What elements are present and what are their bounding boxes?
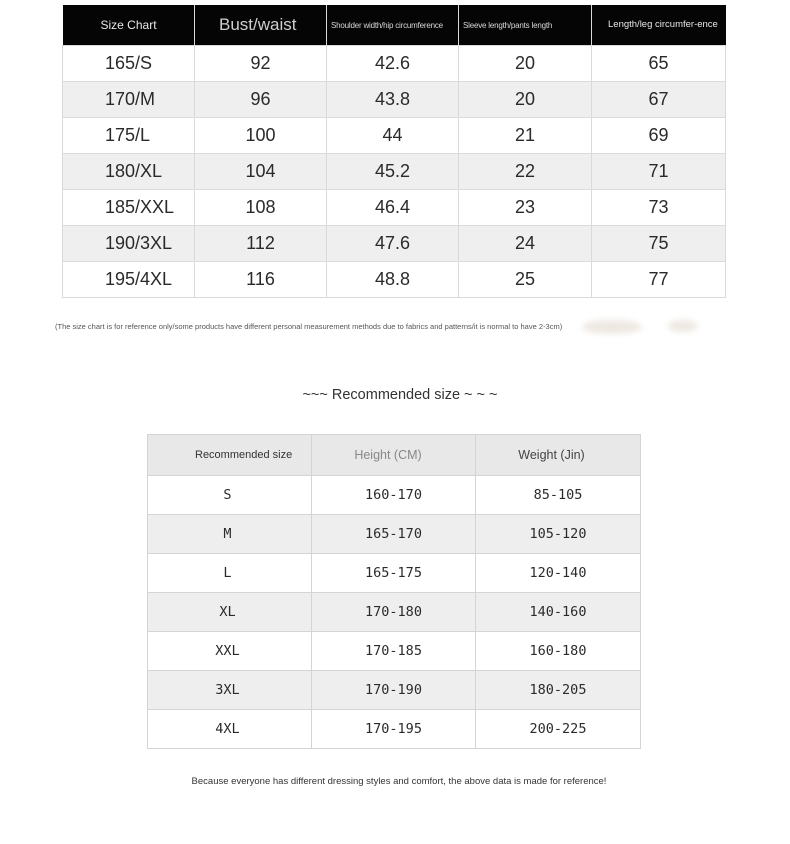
size-cell: 175/L bbox=[63, 118, 195, 154]
size-chart-header-row bbox=[63, 5, 726, 46]
sleeve-cell: 24 bbox=[459, 226, 592, 262]
table-row bbox=[148, 515, 641, 554]
length-cell: 67 bbox=[592, 82, 726, 118]
shoulder-cell: 45.2 bbox=[327, 154, 459, 190]
length-cell: 75 bbox=[592, 226, 726, 262]
weight-cell: 140-160 bbox=[476, 593, 641, 632]
size-cell: 170/M bbox=[63, 82, 195, 118]
height-cell: 170-195 bbox=[312, 710, 476, 749]
sleeve-cell: 22 bbox=[459, 154, 592, 190]
bust-cell: 92 bbox=[195, 46, 327, 82]
header-height: Height (CM) bbox=[312, 435, 476, 476]
size-cell: S bbox=[148, 476, 312, 515]
weight-cell: 120-140 bbox=[476, 554, 641, 593]
bust-cell: 108 bbox=[195, 190, 327, 226]
reference-disclaimer: Because everyone has different dressing styles and comfort, the above data is made for reference! bbox=[191, 776, 607, 787]
bust-cell: 104 bbox=[195, 154, 327, 190]
header-size-chart: Size Chart bbox=[63, 5, 195, 46]
size-cell: 4XL bbox=[148, 710, 312, 749]
bust-cell: 96 bbox=[195, 82, 327, 118]
table-row bbox=[63, 82, 726, 118]
table-row bbox=[148, 554, 641, 593]
sleeve-cell: 20 bbox=[459, 46, 592, 82]
sleeve-cell: 23 bbox=[459, 190, 592, 226]
weight-cell: 160-180 bbox=[476, 632, 641, 671]
sleeve-cell: 21 bbox=[459, 118, 592, 154]
length-cell: 77 bbox=[592, 262, 726, 298]
size-cell: 185/XXL bbox=[63, 190, 195, 226]
height-cell: 165-175 bbox=[312, 554, 476, 593]
length-cell: 73 bbox=[592, 190, 726, 226]
length-cell: 65 bbox=[592, 46, 726, 82]
length-cell: 69 bbox=[592, 118, 726, 154]
sleeve-cell: 20 bbox=[459, 82, 592, 118]
size-cell: XXL bbox=[148, 632, 312, 671]
size-cell: 180/XL bbox=[63, 154, 195, 190]
size-cell: 3XL bbox=[148, 671, 312, 710]
recommended-size-title: ~~~ Recommended size ~ ~ ~ bbox=[302, 387, 498, 403]
height-cell: 170-180 bbox=[312, 593, 476, 632]
shoulder-cell: 46.4 bbox=[327, 190, 459, 226]
length-cell: 71 bbox=[592, 154, 726, 190]
height-cell: 170-185 bbox=[312, 632, 476, 671]
faded-mark bbox=[582, 320, 642, 334]
faded-mark bbox=[668, 320, 698, 332]
weight-cell: 200-225 bbox=[476, 710, 641, 749]
bust-cell: 116 bbox=[195, 262, 327, 298]
table-row bbox=[63, 190, 726, 226]
table-row bbox=[148, 632, 641, 671]
sleeve-cell: 25 bbox=[459, 262, 592, 298]
table-row bbox=[63, 118, 726, 154]
header-weight: Weight (Jin) bbox=[476, 435, 641, 476]
recommended-header-row bbox=[148, 435, 641, 476]
height-cell: 170-190 bbox=[312, 671, 476, 710]
table-row bbox=[148, 476, 641, 515]
size-cell: XL bbox=[148, 593, 312, 632]
weight-cell: 85-105 bbox=[476, 476, 641, 515]
header-length-leg: Length/leg circumfer-ence bbox=[592, 5, 726, 46]
recommended-size-table bbox=[147, 434, 641, 749]
bust-cell: 100 bbox=[195, 118, 327, 154]
size-chart-note: (The size chart is for reference only/some products have different personal measurement methods due to fabrics and patterns/it is normal to have 2-3cm) bbox=[55, 322, 563, 331]
header-recommended-size: Recommended size bbox=[148, 435, 312, 476]
table-row bbox=[63, 226, 726, 262]
table-row bbox=[148, 593, 641, 632]
table-row bbox=[148, 710, 641, 749]
bust-cell: 112 bbox=[195, 226, 327, 262]
size-cell: L bbox=[148, 554, 312, 593]
header-sleeve-pants: Sleeve length/pants length bbox=[459, 5, 592, 46]
table-row bbox=[63, 262, 726, 298]
weight-cell: 105-120 bbox=[476, 515, 641, 554]
shoulder-cell: 47.6 bbox=[327, 226, 459, 262]
shoulder-cell: 43.8 bbox=[327, 82, 459, 118]
height-cell: 165-170 bbox=[312, 515, 476, 554]
header-bust-waist: Bust/waist bbox=[195, 5, 327, 46]
size-cell: 195/4XL bbox=[63, 262, 195, 298]
weight-cell: 180-205 bbox=[476, 671, 641, 710]
shoulder-cell: 42.6 bbox=[327, 46, 459, 82]
height-cell: 160-170 bbox=[312, 476, 476, 515]
size-cell: M bbox=[148, 515, 312, 554]
header-shoulder-hip: Shoulder width/hip circumference bbox=[327, 5, 459, 46]
table-row bbox=[148, 671, 641, 710]
size-cell: 165/S bbox=[63, 46, 195, 82]
size-cell: 190/3XL bbox=[63, 226, 195, 262]
size-chart-table bbox=[62, 5, 726, 298]
shoulder-cell: 44 bbox=[327, 118, 459, 154]
shoulder-cell: 48.8 bbox=[327, 262, 459, 298]
table-row bbox=[63, 154, 726, 190]
table-row bbox=[63, 46, 726, 82]
